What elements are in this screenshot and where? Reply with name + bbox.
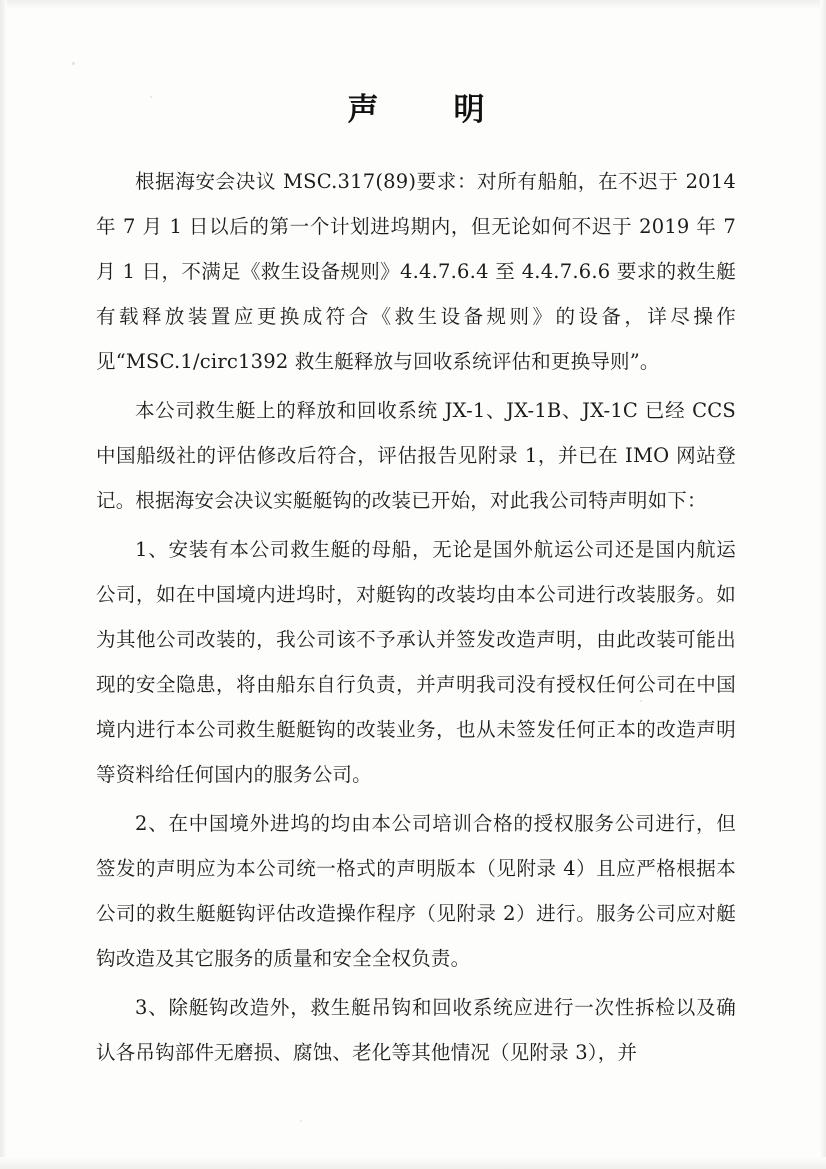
paragraph-1: 根据海安会决议 MSC.317(89)要求：对所有船舶，在不迟于 2014 年 7 月 1 日以后的第一个计划进坞期内，但无论如何不迟于 2019 年 7 月 1 日，不满足《救生设备规则》4.4.7.6.4 至 4.4.7.6.6 要求的救生艇有载释放装置应更换成符合《救生设备规则》的设备，详尽操作见“MSC.1/circ1392 救生艇释放与回收系统评估和更换导则”。 bbox=[96, 170, 736, 373]
paragraph-3: 1、安装有本公司救生艇的母船，无论是国外航运公司还是国内航运公司，如在中国境内进坞时，对艇钩的改装均由本公司进行改装服务。如为其他公司改装的，我公司该不予承认并签发改造声明，由此改装可能出现的安全隐患，将由船东自行负责，并声明我司没有授权任何公司在中国境内进行本公司救生艇艇钩的改装业务，也从未签发任何正本的改造声明等资料给任何国内的服务公司。 bbox=[96, 538, 736, 786]
document-body bbox=[96, 84, 736, 1079]
page-title: 声 明 bbox=[347, 92, 507, 128]
page-edge-left bbox=[0, 0, 7, 1169]
paragraph-5: 3、除艇钩改造外，救生艇吊钩和回收系统应进行一次性拆检以及确认各吊钩部件无磨损、腐蚀、老化等其他情况（见附录 3），并 bbox=[96, 996, 736, 1064]
paragraph-2: 本公司救生艇上的释放和回收系统 JX-1、JX-1B、JX-1C 已经 CCS 中国船级社的评估修改后符合，评估报告见附录 1，并已在 IMO 网站登记。根据海安会决议实艇艇钩的改装已开始，对此我公司特声明如下： bbox=[96, 399, 736, 512]
page-edge-right bbox=[820, 0, 826, 1169]
scan-speck bbox=[300, 1120, 302, 1122]
scan-speck bbox=[72, 62, 75, 65]
page-edge-top bbox=[0, 0, 826, 9]
paragraph-4: 2、在中国境外进坞的均由本公司培训合格的授权服务公司进行，但签发的声明应为本公司统一格式的声明版本（见附录 4）且应严格根据本公司的救生艇艇钩评估改造操作程序（见附录 2）进行。服务公司应对艇钩改造及其它服务的质量和安全全权负责。 bbox=[96, 812, 736, 970]
page-edge-bottom bbox=[0, 1157, 826, 1169]
